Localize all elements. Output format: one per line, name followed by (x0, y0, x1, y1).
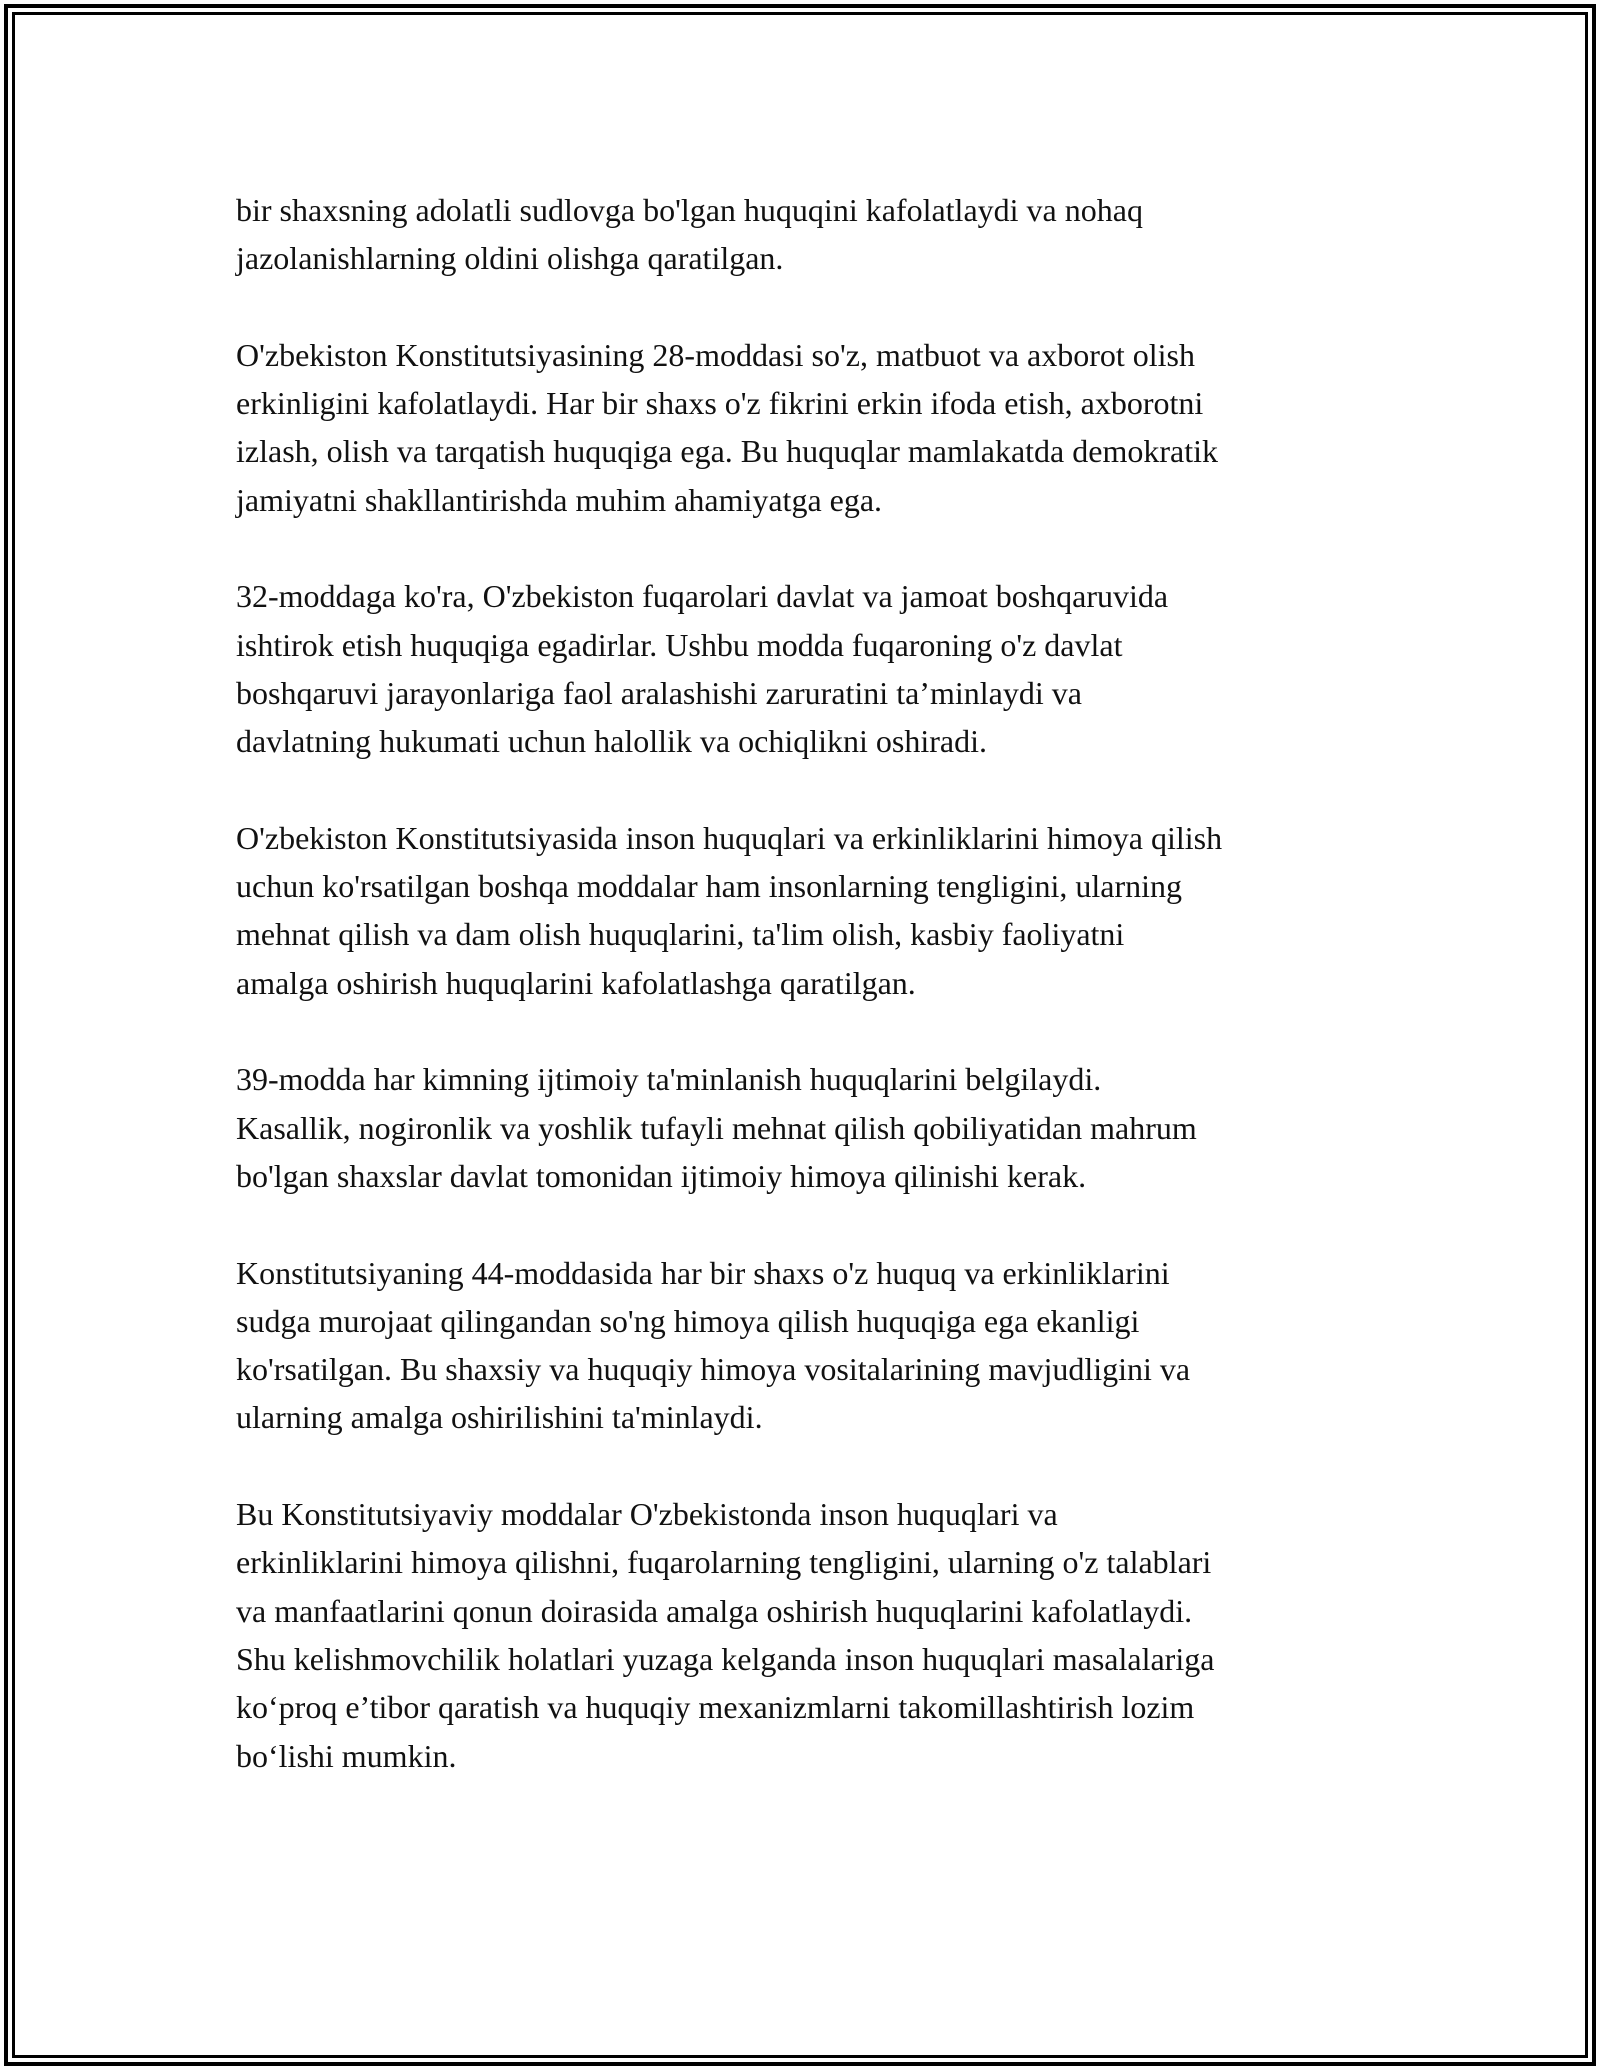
text-line: O'zbekiston Konstitutsiyasining 28-moddasi so'z, matbuot va axborot olish (236, 336, 1195, 373)
text-line: bo‘lishi mumkin. (236, 1737, 457, 1774)
text-line: amalga oshirish huquqlarini kafolatlashga qaratilgan. (236, 964, 916, 1001)
text-line: izlash, olish va tarqatish huquqiga ega. Bu huquqlar mamlakatda demokratik (236, 433, 1218, 470)
text-line: sudga murojaat qilingandan so'ng himoya qilish huquqiga ega ekanligi (236, 1302, 1140, 1339)
text-line: Shu kelishmovchilik holatlari yuzaga kelganda inson huquqlari masalalariga (236, 1640, 1215, 1677)
paragraph-conclusion (236, 1490, 1386, 1780)
text-line: ishtirok etish huquqiga egadirlar. Ushbu modda fuqaroning o'z davlat (236, 626, 1123, 663)
text-line: erkinligini kafolatlaydi. Har bir shaxs o'z fikrini erkin ifoda etish, axborotni (236, 385, 1204, 422)
text-line: jamiyatni shakllantirishda muhim ahamiyatga ega. (236, 481, 883, 518)
text-line: mehnat qilish va dam olish huquqlarini, ta'lim olish, kasbiy faoliyatni (236, 916, 1125, 953)
paragraph-other-articles (236, 814, 1386, 1007)
text-line: ko‘proq e’tibor qaratish va huquqiy mexanizmlarni takomillashtirish lozim (236, 1689, 1195, 1726)
paragraph-fair-trial (236, 186, 1386, 283)
document-body (236, 186, 1386, 1828)
text-line: va manfaatlarini qonun doirasida amalga oshirish huquqlarini kafolatlaydi. (236, 1592, 1193, 1629)
text-line: ko'rsatilgan. Bu shaxsiy va huquqiy himoya vositalarining mavjudligini va (236, 1351, 1191, 1388)
text-line: erkinliklarini himoya qilishni, fuqarolarning tengligini, ularning o'z talablari (236, 1544, 1212, 1581)
text-line: bir shaxsning adolatli sudlovga bo'lgan huquqini kafolatlaydi va nohaq (236, 192, 1143, 228)
paragraph-article-44 (236, 1249, 1386, 1442)
text-line: Konstitutsiyaning 44-moddasida har bir shaxs o'z huquq va erkinliklarini (236, 1254, 1170, 1291)
text-line: 39-modda har kimning ijtimoiy ta'minlanish huquqlarini belgilaydi. (236, 1061, 1102, 1098)
text-line: bo'lgan shaxslar davlat tomonidan ijtimoiy himoya qilinishi kerak. (236, 1157, 1087, 1194)
text-line: Kasallik, nogironlik va yoshlik tufayli mehnat qilish qobiliyatidan mahrum (236, 1109, 1197, 1146)
text-line: boshqaruvi jarayonlariga faol aralashishi zaruratini ta’minlaydi va (236, 674, 1082, 711)
text-line: davlatning hukumati uchun halollik va ochiqlikni oshiradi. (236, 723, 987, 760)
text-line: O'zbekiston Konstitutsiyasida inson huquqlari va erkinliklarini himoya qilish (236, 819, 1223, 856)
text-line: ularning amalga oshirilishini ta'minlaydi. (236, 1399, 763, 1436)
paragraph-article-28 (236, 331, 1386, 524)
text-line: uchun ko'rsatilgan boshqa moddalar ham insonlarning tengligini, ularning (236, 868, 1183, 905)
text-line: 32-moddaga ko'ra, O'zbekiston fuqarolari davlat va jamoat boshqaruvida (236, 578, 1169, 615)
paragraph-article-32 (236, 572, 1386, 765)
text-line: jazolanishlarning oldini olishga qaratilgan. (236, 240, 784, 277)
paragraph-article-39 (236, 1055, 1386, 1200)
text-line: Bu Konstitutsiyaviy moddalar O'zbekistonda inson huquqlari va (236, 1496, 1058, 1533)
